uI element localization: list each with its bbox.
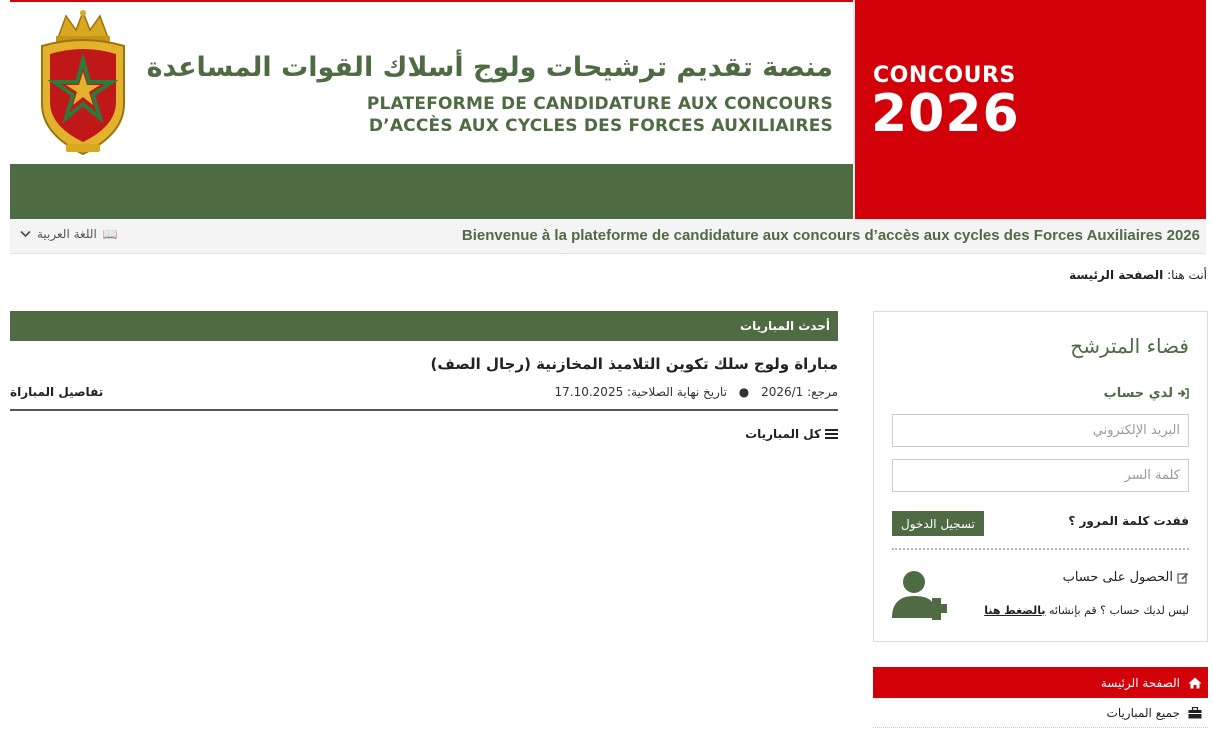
nav-item-home-label: الصفحة الرئيسة xyxy=(1100,675,1180,690)
site-header xyxy=(10,0,1206,219)
email-input[interactable] xyxy=(892,414,1189,447)
no-account-text xyxy=(984,604,1189,617)
dotted-divider xyxy=(892,548,1189,550)
latest-competitions-heading: أحدث المباريات xyxy=(10,311,838,341)
login-button[interactable]: تسجيل الدخول xyxy=(892,511,984,536)
meta-separator: ● xyxy=(738,385,750,399)
briefcase-icon xyxy=(1188,707,1202,719)
candidate-space-title: فضاء المترشح xyxy=(1070,334,1189,358)
all-competitions-link[interactable] xyxy=(10,427,838,441)
translate-icon: 📖 xyxy=(102,227,118,241)
competition-details-link[interactable]: تفاصيل المباراة xyxy=(10,385,104,399)
competition-title[interactable]: مباراة ولوج سلك تكوين التلاميذ المخازنية (رجال الصف) xyxy=(430,355,838,373)
forces-auxiliaires-emblem-icon xyxy=(36,8,130,158)
no-account-prompt: ليس لديك حساب ؟ قم بإنشائه xyxy=(1049,604,1189,617)
competition-meta-row xyxy=(10,373,838,411)
forgot-password-link[interactable]: فقدت كلمة المرور ؟ xyxy=(1068,514,1189,528)
nav-item-all-competitions-label: جميع المباريات xyxy=(1106,705,1180,720)
breadcrumb-prefix: أنت هنا: xyxy=(1167,268,1207,282)
competition-deadline: تاريخ نهاية الصلاحية: 17.10.2025 xyxy=(554,385,727,399)
get-account-heading xyxy=(1063,570,1189,585)
side-navigation xyxy=(873,667,1208,728)
concours-year: 2026 xyxy=(871,84,1020,144)
have-account-label: لدي حساب xyxy=(1103,386,1173,401)
competition-reference: مرجع: 2026/1 xyxy=(761,385,838,399)
edit-icon xyxy=(1177,572,1189,584)
header-title-french-line1: PLATEFORME DE CANDIDATURE AUX CONCOURS xyxy=(366,94,833,114)
register-link[interactable]: بالضغط هنا xyxy=(984,604,1046,617)
welcome-message: Bienvenue à la plateforme de candidature aux concours d’accès aux cycles des Forces Auxiliaires 2026 xyxy=(461,227,1200,244)
latest-competitions xyxy=(10,311,838,441)
nav-item-all-competitions[interactable] xyxy=(873,698,1208,728)
sign-in-icon xyxy=(1177,388,1189,399)
welcome-bar xyxy=(10,219,1206,254)
header-top-line xyxy=(10,0,853,2)
list-icon xyxy=(825,429,838,440)
concours-label: CONCOURS xyxy=(873,63,1016,88)
add-user-icon[interactable] xyxy=(892,570,954,620)
chevron-down-icon xyxy=(20,230,31,238)
get-account-label: الحصول على حساب xyxy=(1062,570,1173,585)
language-label: اللغة العربية xyxy=(37,227,97,241)
password-input[interactable] xyxy=(892,459,1189,492)
header-green-band xyxy=(10,164,853,219)
header-title-arabic: منصة تقديم ترشيحات ولوج أسلاك القوات المساعدة xyxy=(146,52,833,83)
breadcrumb xyxy=(1069,268,1207,282)
concours-badge xyxy=(853,0,1206,219)
have-account-heading xyxy=(1104,386,1189,401)
language-switcher[interactable] xyxy=(20,227,118,241)
candidate-space xyxy=(873,311,1208,642)
all-competitions-label: كل المباريات xyxy=(745,427,821,441)
home-icon xyxy=(1188,677,1202,689)
header-title-french-line2: D’ACCÈS AUX CYCLES DES FORCES AUXILIAIRES xyxy=(368,116,833,136)
breadcrumb-current[interactable]: الصفحة الرئيسة xyxy=(1069,268,1164,282)
nav-item-home[interactable] xyxy=(873,667,1208,698)
competition-meta xyxy=(555,385,839,399)
